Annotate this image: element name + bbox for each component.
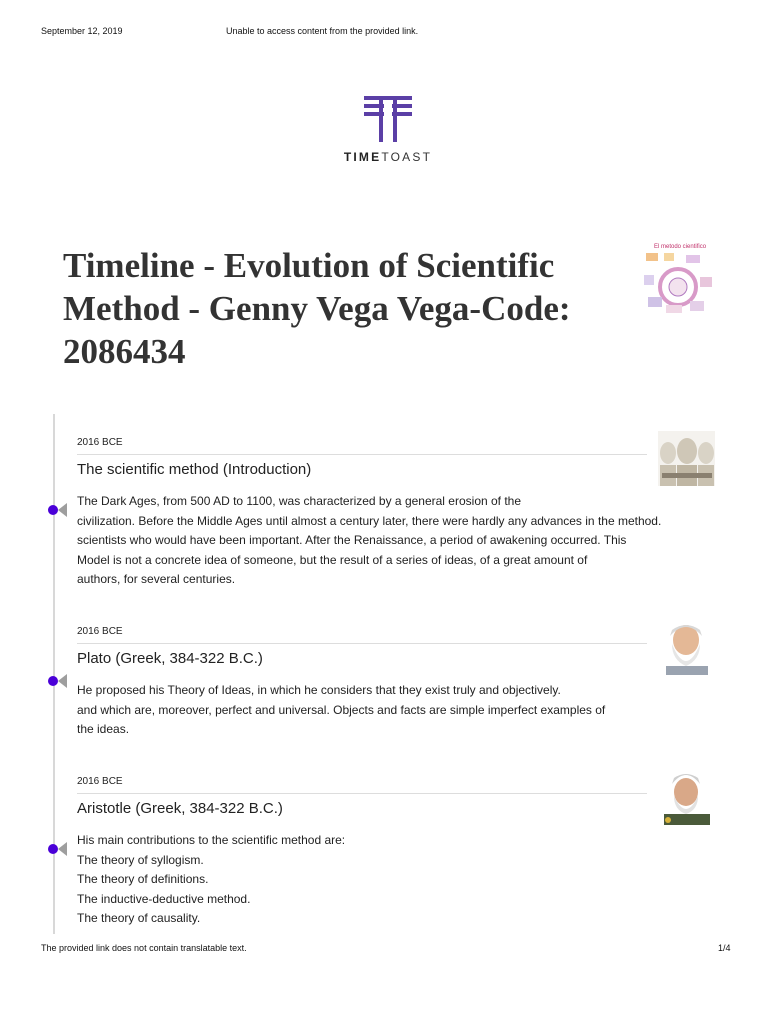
footer-note: The provided link does not contain translatable text.: [41, 943, 247, 953]
aristotle-portrait-thumbnail: [658, 770, 715, 825]
event-title: The scientific method (Introduction): [77, 461, 312, 478]
timeline-pointer: [58, 503, 67, 517]
event-description: The Dark Ages, from 500 AD to 1100, was characterized by a general erosion of the civilization. Before the Middle Ages until almost a century later, there were hardly any advances in the method. scientists who would have been important. After the Renaissance, a period of awakening occurred. This Model is not a concrete idea of someone, but the result of a series of ideas, of a great amount of authors, for several centuries.: [77, 494, 662, 586]
scientific-method-diagram-thumbnail: [640, 241, 716, 317]
event-date: 2016 BCE: [77, 437, 123, 448]
timeline-axis: [53, 414, 55, 934]
thumbnail-caption: El metodo cientifico: [654, 244, 707, 250]
page-title: Timeline - Evolution of Scientific Method - Genny Vega Vega-Code: 2086434: [63, 246, 571, 371]
logo-wordmark-time: TIME: [343, 150, 382, 164]
event-description: He proposed his Theory of Ideas, in which he considers that they exist truly and objectively. and which are, moreover, perfect and universal. Objects and facts are simple imperfect examples of the ideas.: [77, 683, 606, 736]
philosopher-busts-thumbnail: [658, 431, 715, 486]
logo-wordmark-toast: TOAST: [381, 150, 433, 164]
timeline-pointer: [58, 674, 67, 688]
timeline-dot: [48, 676, 58, 686]
event-date: 2016 BCE: [77, 776, 123, 787]
event-description: His main contributions to the scientific method are: The theory of syllogism. The theory of definitions. The inductive-deductive method. The theory of causality.: [77, 833, 346, 925]
timeline-pointer: [58, 842, 67, 856]
header-date: September 12, 2019: [41, 26, 123, 36]
timeline-dot: [48, 505, 58, 515]
event-title: Plato (Greek, 384-322 B.C.): [77, 650, 263, 667]
event-title: Aristotle (Greek, 384-322 B.C.): [77, 800, 283, 817]
timetoast-logo[interactable]: [338, 96, 438, 164]
plato-portrait-thumbnail: [658, 620, 715, 675]
event-date: 2016 BCE: [77, 626, 123, 637]
header-note: Unable to access content from the provided link.: [226, 26, 419, 36]
logo-wordmark: [338, 150, 438, 164]
event-divider: [77, 454, 647, 455]
timetoast-logo-icon: [364, 96, 412, 142]
timeline-dot: [48, 844, 58, 854]
page-number: 1/4: [718, 943, 731, 953]
event-divider: [77, 793, 647, 794]
event-divider: [77, 643, 647, 644]
